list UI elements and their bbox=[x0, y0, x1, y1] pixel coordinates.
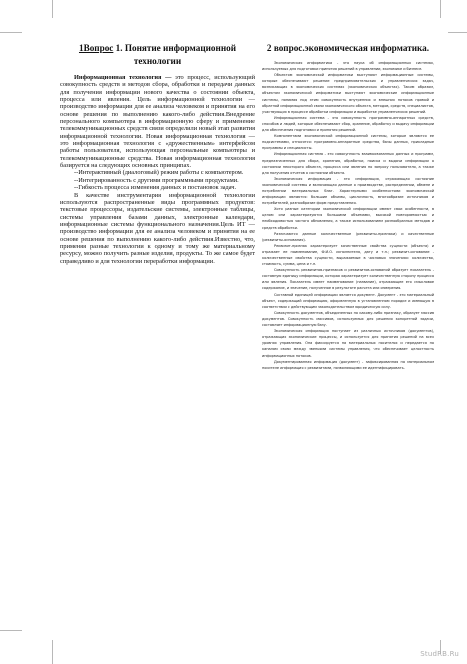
paragraph-text: --Гибкость процесса изменения данных и постановок задач. bbox=[74, 184, 237, 192]
right-column bbox=[262, 42, 434, 371]
paragraph-text: --Интерактивный (диалоговый) режим работы с компьютером. bbox=[74, 169, 244, 177]
left-column bbox=[60, 42, 255, 265]
crop-mark bbox=[440, 0, 441, 18]
list-item bbox=[60, 184, 255, 191]
paragraph bbox=[60, 74, 255, 169]
paragraph: Совокупность документов, объединенных по какому-либо признаку, образует массив документов. Совокупность массивов, используемых для решения конкретной задачи, составляет информационную базу. bbox=[262, 310, 434, 328]
term-lead: Информационная технология — bbox=[74, 74, 172, 81]
paragraph: Информационная система - это совокупность программно-аппаратных средств, способов и людей, которые обеспечивают сбор, хранение, обработку и выдачу информации для обеспечения подготовки и принятия решений. bbox=[262, 115, 434, 133]
paragraph: Экономическая информатика - это наука об информационных системах, используемых для подготовки принятия решений в управлении, экономике и бизнесе. bbox=[262, 61, 434, 72]
title-text: 1. Понятие информационной технологии bbox=[113, 43, 236, 66]
paragraph: Компонентами экономической информационной системы, которые являются ее подсистемами, относятся: программно-аппаратные средства, базы данных, прикладные программы и специалисты. bbox=[262, 134, 434, 151]
paragraph: Составной единицей информации является документ. Документ - это материальный объект, содержащий информацию, оформленную в установленном порядке и имеющую в соответствии с действующим законодательством юридическую силу. bbox=[262, 292, 434, 309]
crop-mark bbox=[52, 640, 53, 664]
paragraph: Реквизит-признак характеризует качественные свойства сущности (объекта) и отражает ее наименование, Ф.И.О. исполнителя, дату и т.п.; реквизит-основание - количественные свойства сущности, выражаемые в числовых значениях: количество, стоимость, сумма, цена и т.п. bbox=[262, 243, 434, 267]
paragraph: Экономическая информация поступает из различных источников (документов), отражающих экономические процессы, и используется для принятия решений на всех уровнях управления. Она фиксируется на материальных носителях и передается по каналам связи между звеньями системы управления, что обеспечивает целостность информационных потоков. bbox=[262, 329, 434, 358]
paragraph: Объектом экономической информатики выступают информационные системы, которые обеспечивают решение предпринимательских и управленческих задач, возникающих в экономических системах (экономических объектах). Таким образом, объектом экономической информатики выступают экономические информационные системы, понимая под этим совокупность внутренних и внешних потоков прямой и обратной информационной связи экономического объекта, методов, средств, специалистов, участвующих в процессе обработки информации и выработке управленческих решений. bbox=[262, 73, 434, 114]
crop-mark bbox=[0, 630, 22, 631]
paragraph: Различаются данные количественные (реквизиты-признаки) и качественные (реквизиты-основания). bbox=[262, 231, 434, 242]
list-item bbox=[60, 177, 255, 184]
paragraph: Экономическая информация - это информация, отражающая состояние экономической системы и включающая данные о производстве, распределении, обмене и потреблении материальных благ. Характерными особенностями экономической информации являются: большие объемы, цикличность, многообразие источников и потребителей, разнообразие форм представления. bbox=[262, 176, 434, 206]
paragraph-text: --Интегрированность с другими программными продуктами. bbox=[74, 176, 239, 184]
title-number: 1Вопрос bbox=[78, 43, 114, 53]
paragraph: Совокупность реквизитов-признаков и реквизитов-оснований образует показатель - составную единицу информации, которая характеризует количественную сторону процесса или явления. Показатель имеет наименование (название), отражающее его смысловое содержание, и значение, полученное в результате расчета или измерения. bbox=[262, 268, 434, 291]
crop-mark bbox=[448, 32, 467, 33]
crop-mark bbox=[52, 0, 53, 18]
watermark: StudRB.Ru bbox=[420, 650, 459, 658]
paragraph bbox=[60, 192, 255, 265]
crop-mark bbox=[0, 32, 22, 33]
section-title-2: 2 вопрос.экономическая информатика. bbox=[266, 43, 430, 53]
list-item bbox=[60, 169, 255, 176]
paragraph: Хотя разные категории экономической информации имеют свои особенности, в целом они характеризуются большими объемами, высокой повторяемостью и необходимостью частого обновления, а также использованием разнообразных методов и средств обработки. bbox=[262, 207, 434, 230]
section-title-1 bbox=[60, 42, 255, 68]
paragraph: Информационная система - это совокупность взаимосвязанных данных и программ, предназначенных для сбора, хранения, обработки, поиска и выдачи информации о состоянии некоторого объекта, процесса или явления по запросу пользователя, а также для получения отчетов о состоянии объекта. bbox=[262, 152, 434, 175]
paragraph-text: В качестве инструментария информационной технологии используются распространенные виды программных продуктов: текстовые процессоры, издательские системы, электронные таблицы, системы управления базами данных, электронные календари, информационные системы функционального назначения.Цель ИТ — производство информации для ее анализа человеком и принятия на ее основе решения по выполнению какого-либо действия.Известно, что, применяя разные технологии к одному и тому же материальному ресурсу, можно получить разные изделия, продукты. То же самое будет справедливо и для технологии переработки информации. bbox=[60, 191, 255, 265]
paragraph-text: это процесс, использующий совокупность средств и методов сбора, обработки и передачи данных для получения информации нового качества о состоянии объекта, процесса или явления. Цель информационной технологии — производство информации для ее анализа человеком и принятия на его основе решения по выполнению какого-либо действия.Внедрение персонального компьютера в информационную сферу и применение телекоммуникационных средств связи определили новый этап развития информационной технологии. Новая информационная технология — это информационная технология с «дружественным» интерфейсом работы пользователя, использующая персональные компьютеры и телекоммуникационные средства. Новая информационная технология базируется на следующих основных принципах. bbox=[60, 74, 255, 170]
paragraph: Документированная информация (документ) - зафиксированная на материальном носителе информация с реквизитами, позволяющими ее идентифицировать. bbox=[262, 359, 434, 370]
